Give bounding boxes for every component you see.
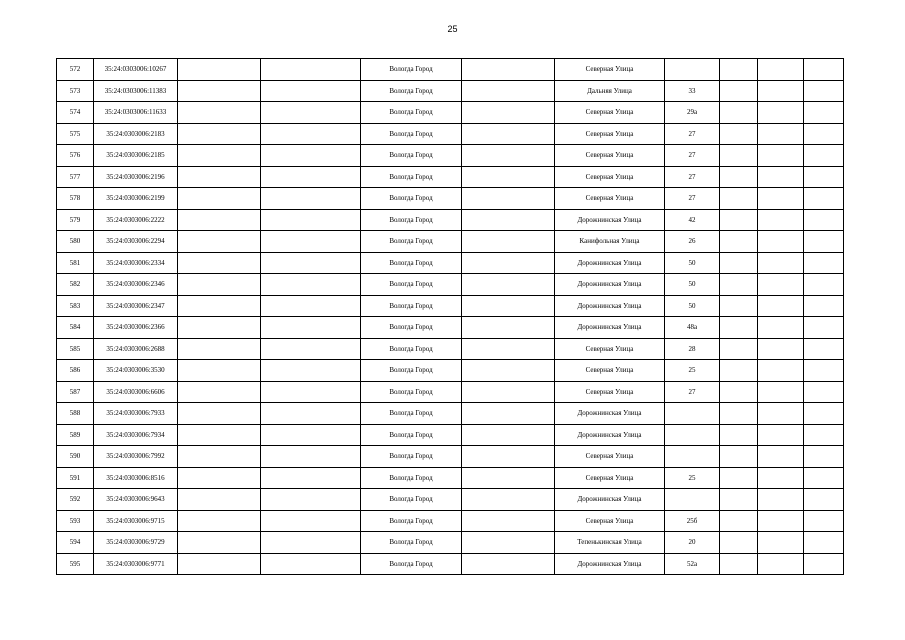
empty-cell: [758, 295, 804, 317]
empty-cell: [261, 123, 361, 145]
empty-cell: [804, 231, 844, 253]
city-cell: Вологда Город: [361, 510, 462, 532]
street-cell: Дорожнинская Улица: [555, 252, 665, 274]
city-cell: Вологда Город: [361, 231, 462, 253]
cadastral-number-cell: 35:24:0303006:11633: [94, 102, 178, 124]
empty-cell: [720, 123, 758, 145]
house-number-cell: [665, 489, 720, 511]
empty-cell: [462, 489, 555, 511]
cadastral-number-cell: 35:24:0303006:7934: [94, 424, 178, 446]
empty-cell: [178, 252, 261, 274]
empty-cell: [758, 446, 804, 468]
empty-cell: [720, 317, 758, 339]
empty-cell: [261, 489, 361, 511]
empty-cell: [758, 467, 804, 489]
empty-cell: [758, 166, 804, 188]
empty-cell: [178, 59, 261, 81]
empty-cell: [178, 489, 261, 511]
empty-cell: [261, 145, 361, 167]
empty-cell: [720, 381, 758, 403]
cadastral-number-cell: 35:24:0303006:9643: [94, 489, 178, 511]
table-row: [57, 510, 844, 532]
row-number-cell: 577: [57, 166, 94, 188]
table-row: [57, 274, 844, 296]
table-row: [57, 252, 844, 274]
empty-cell: [720, 467, 758, 489]
page-number: 25: [447, 24, 458, 34]
empty-cell: [261, 381, 361, 403]
cadastral-number-cell: 35:24:0303006:9729: [94, 532, 178, 554]
cadastral-number-cell: 35:24:0303006:7933: [94, 403, 178, 425]
table-row: [57, 467, 844, 489]
table-row: [57, 553, 844, 575]
empty-cell: [178, 317, 261, 339]
house-number-cell: 50: [665, 295, 720, 317]
table-row: [57, 424, 844, 446]
empty-cell: [462, 231, 555, 253]
empty-cell: [261, 59, 361, 81]
street-cell: Северная Улица: [555, 102, 665, 124]
empty-cell: [720, 188, 758, 210]
cadastral-number-cell: 35:24:0303006:2222: [94, 209, 178, 231]
empty-cell: [261, 188, 361, 210]
cadastral-number-cell: 35:24:0303006:2688: [94, 338, 178, 360]
city-cell: Вологда Город: [361, 553, 462, 575]
empty-cell: [462, 403, 555, 425]
house-number-cell: [665, 446, 720, 468]
empty-cell: [758, 532, 804, 554]
table-row: [57, 80, 844, 102]
street-cell: Канифольная Улица: [555, 231, 665, 253]
row-number-cell: 576: [57, 145, 94, 167]
empty-cell: [261, 338, 361, 360]
empty-cell: [758, 102, 804, 124]
house-number-cell: 26: [665, 231, 720, 253]
city-cell: Вологда Город: [361, 424, 462, 446]
row-number-cell: 586: [57, 360, 94, 382]
empty-cell: [178, 510, 261, 532]
cadastral-number-cell: 35:24:0303006:2183: [94, 123, 178, 145]
empty-cell: [178, 553, 261, 575]
empty-cell: [462, 166, 555, 188]
empty-cell: [462, 553, 555, 575]
cadastral-number-cell: 35:24:0303006:6606: [94, 381, 178, 403]
table-row: [57, 317, 844, 339]
empty-cell: [261, 467, 361, 489]
house-number-cell: 27: [665, 166, 720, 188]
row-number-cell: 592: [57, 489, 94, 511]
empty-cell: [261, 403, 361, 425]
empty-cell: [261, 510, 361, 532]
empty-cell: [261, 532, 361, 554]
street-cell: Дорожнинская Улица: [555, 317, 665, 339]
row-number-cell: 587: [57, 381, 94, 403]
cadastral-number-cell: 35:24:0303006:11383: [94, 80, 178, 102]
table-row: [57, 360, 844, 382]
cadastral-number-cell: 35:24:0303006:8516: [94, 467, 178, 489]
empty-cell: [758, 510, 804, 532]
empty-cell: [758, 553, 804, 575]
street-cell: Северная Улица: [555, 123, 665, 145]
empty-cell: [720, 295, 758, 317]
street-cell: Тепенькинская Улица: [555, 532, 665, 554]
empty-cell: [758, 274, 804, 296]
row-number-cell: 588: [57, 403, 94, 425]
empty-cell: [178, 403, 261, 425]
empty-cell: [720, 338, 758, 360]
empty-cell: [804, 102, 844, 124]
empty-cell: [758, 489, 804, 511]
empty-cell: [804, 446, 844, 468]
empty-cell: [804, 252, 844, 274]
city-cell: Вологда Город: [361, 446, 462, 468]
house-number-cell: 29а: [665, 102, 720, 124]
empty-cell: [462, 446, 555, 468]
empty-cell: [462, 467, 555, 489]
empty-cell: [720, 489, 758, 511]
empty-cell: [462, 102, 555, 124]
empty-cell: [720, 102, 758, 124]
cadastral-number-cell: 35:24:0303006:3530: [94, 360, 178, 382]
empty-cell: [758, 360, 804, 382]
empty-cell: [178, 360, 261, 382]
street-cell: Дорожнинская Улица: [555, 209, 665, 231]
city-cell: Вологда Город: [361, 145, 462, 167]
empty-cell: [804, 424, 844, 446]
row-number-cell: 579: [57, 209, 94, 231]
row-number-cell: 593: [57, 510, 94, 532]
cadastral-number-cell: 35:24:0303006:2334: [94, 252, 178, 274]
table-row: [57, 403, 844, 425]
city-cell: Вологда Город: [361, 209, 462, 231]
empty-cell: [720, 360, 758, 382]
empty-cell: [804, 295, 844, 317]
city-cell: Вологда Город: [361, 102, 462, 124]
row-number-cell: 591: [57, 467, 94, 489]
table-row: [57, 123, 844, 145]
house-number-cell: 27: [665, 145, 720, 167]
empty-cell: [804, 209, 844, 231]
row-number-cell: 582: [57, 274, 94, 296]
empty-cell: [720, 252, 758, 274]
empty-cell: [720, 446, 758, 468]
empty-cell: [462, 381, 555, 403]
row-number-cell: 580: [57, 231, 94, 253]
empty-cell: [758, 403, 804, 425]
city-cell: Вологда Город: [361, 59, 462, 81]
empty-cell: [178, 532, 261, 554]
street-cell: Северная Улица: [555, 145, 665, 167]
empty-cell: [261, 209, 361, 231]
city-cell: Вологда Город: [361, 532, 462, 554]
empty-cell: [178, 80, 261, 102]
empty-cell: [178, 231, 261, 253]
street-cell: Дорожнинская Улица: [555, 424, 665, 446]
registry-table: [56, 58, 844, 575]
empty-cell: [804, 532, 844, 554]
empty-cell: [804, 123, 844, 145]
empty-cell: [804, 80, 844, 102]
empty-cell: [462, 80, 555, 102]
city-cell: Вологда Город: [361, 295, 462, 317]
empty-cell: [462, 424, 555, 446]
empty-cell: [758, 145, 804, 167]
empty-cell: [462, 252, 555, 274]
empty-cell: [720, 403, 758, 425]
empty-cell: [720, 510, 758, 532]
cadastral-number-cell: 35:24:0303006:2366: [94, 317, 178, 339]
city-cell: Вологда Город: [361, 123, 462, 145]
cadastral-number-cell: 35:24:0303006:9771: [94, 553, 178, 575]
row-number-cell: 595: [57, 553, 94, 575]
city-cell: Вологда Город: [361, 80, 462, 102]
empty-cell: [178, 102, 261, 124]
empty-cell: [758, 188, 804, 210]
empty-cell: [720, 274, 758, 296]
empty-cell: [804, 145, 844, 167]
empty-cell: [178, 274, 261, 296]
city-cell: Вологда Город: [361, 489, 462, 511]
empty-cell: [462, 188, 555, 210]
street-cell: Дорожнинская Улица: [555, 489, 665, 511]
table-row: [57, 381, 844, 403]
row-number-cell: 581: [57, 252, 94, 274]
street-cell: Дорожнинская Улица: [555, 274, 665, 296]
house-number-cell: [665, 424, 720, 446]
city-cell: Вологда Город: [361, 338, 462, 360]
empty-cell: [261, 80, 361, 102]
empty-cell: [804, 59, 844, 81]
street-cell: Дорожнинская Улица: [555, 553, 665, 575]
house-number-cell: 42: [665, 209, 720, 231]
empty-cell: [462, 317, 555, 339]
street-cell: Дорожнинская Улица: [555, 295, 665, 317]
street-cell: Северная Улица: [555, 188, 665, 210]
cadastral-number-cell: 35:24:0303006:2199: [94, 188, 178, 210]
empty-cell: [261, 295, 361, 317]
empty-cell: [804, 553, 844, 575]
city-cell: Вологда Город: [361, 360, 462, 382]
street-cell: Дорожнинская Улица: [555, 403, 665, 425]
empty-cell: [462, 274, 555, 296]
cadastral-number-cell: 35:24:0303006:2185: [94, 145, 178, 167]
cadastral-number-cell: 35:24:0303006:2346: [94, 274, 178, 296]
empty-cell: [178, 338, 261, 360]
empty-cell: [261, 102, 361, 124]
empty-cell: [758, 80, 804, 102]
empty-cell: [804, 274, 844, 296]
table-row: [57, 188, 844, 210]
empty-cell: [462, 295, 555, 317]
table-row: [57, 295, 844, 317]
empty-cell: [462, 360, 555, 382]
empty-cell: [178, 381, 261, 403]
empty-cell: [261, 424, 361, 446]
empty-cell: [178, 209, 261, 231]
empty-cell: [804, 338, 844, 360]
table-row: [57, 489, 844, 511]
table-row: [57, 145, 844, 167]
empty-cell: [261, 231, 361, 253]
house-number-cell: 25: [665, 360, 720, 382]
empty-cell: [178, 446, 261, 468]
empty-cell: [758, 59, 804, 81]
empty-cell: [804, 403, 844, 425]
table-row: [57, 59, 844, 81]
empty-cell: [720, 231, 758, 253]
street-cell: Дальняя Улица: [555, 80, 665, 102]
street-cell: Северная Улица: [555, 59, 665, 81]
street-cell: Северная Улица: [555, 360, 665, 382]
empty-cell: [804, 510, 844, 532]
empty-cell: [462, 532, 555, 554]
street-cell: Северная Улица: [555, 510, 665, 532]
empty-cell: [720, 80, 758, 102]
row-number-cell: 590: [57, 446, 94, 468]
table-row: [57, 446, 844, 468]
empty-cell: [804, 381, 844, 403]
row-number-cell: 589: [57, 424, 94, 446]
empty-cell: [720, 553, 758, 575]
table-row: [57, 338, 844, 360]
empty-cell: [261, 553, 361, 575]
city-cell: Вологда Город: [361, 274, 462, 296]
cadastral-number-cell: 35:24:0303006:9715: [94, 510, 178, 532]
house-number-cell: 20: [665, 532, 720, 554]
empty-cell: [804, 467, 844, 489]
house-number-cell: 27: [665, 381, 720, 403]
empty-cell: [804, 317, 844, 339]
table-row: [57, 166, 844, 188]
row-number-cell: 575: [57, 123, 94, 145]
city-cell: Вологда Город: [361, 381, 462, 403]
house-number-cell: 33: [665, 80, 720, 102]
city-cell: Вологда Город: [361, 317, 462, 339]
house-number-cell: 52а: [665, 553, 720, 575]
empty-cell: [178, 123, 261, 145]
empty-cell: [462, 209, 555, 231]
house-number-cell: 25: [665, 467, 720, 489]
empty-cell: [758, 381, 804, 403]
empty-cell: [720, 59, 758, 81]
row-number-cell: 594: [57, 532, 94, 554]
empty-cell: [462, 123, 555, 145]
empty-cell: [720, 532, 758, 554]
house-number-cell: 50: [665, 274, 720, 296]
empty-cell: [462, 510, 555, 532]
empty-cell: [462, 59, 555, 81]
empty-cell: [804, 489, 844, 511]
city-cell: Вологда Город: [361, 188, 462, 210]
empty-cell: [720, 166, 758, 188]
city-cell: Вологда Город: [361, 166, 462, 188]
empty-cell: [178, 145, 261, 167]
row-number-cell: 583: [57, 295, 94, 317]
row-number-cell: 573: [57, 80, 94, 102]
empty-cell: [462, 145, 555, 167]
empty-cell: [758, 231, 804, 253]
empty-cell: [758, 317, 804, 339]
empty-cell: [720, 145, 758, 167]
row-number-cell: 572: [57, 59, 94, 81]
house-number-cell: 50: [665, 252, 720, 274]
street-cell: Северная Улица: [555, 467, 665, 489]
empty-cell: [178, 188, 261, 210]
row-number-cell: 584: [57, 317, 94, 339]
cadastral-number-cell: 35:24:0303006:10267: [94, 59, 178, 81]
empty-cell: [261, 252, 361, 274]
table-row: [57, 231, 844, 253]
city-cell: Вологда Город: [361, 467, 462, 489]
empty-cell: [758, 424, 804, 446]
empty-cell: [758, 123, 804, 145]
row-number-cell: 578: [57, 188, 94, 210]
house-number-cell: 27: [665, 123, 720, 145]
city-cell: Вологда Город: [361, 403, 462, 425]
empty-cell: [758, 252, 804, 274]
empty-cell: [178, 166, 261, 188]
empty-cell: [261, 274, 361, 296]
city-cell: Вологда Город: [361, 252, 462, 274]
empty-cell: [758, 338, 804, 360]
house-number-cell: [665, 403, 720, 425]
empty-cell: [804, 166, 844, 188]
empty-cell: [720, 209, 758, 231]
cadastral-number-cell: 35:24:0303006:7992: [94, 446, 178, 468]
empty-cell: [178, 467, 261, 489]
table-row: [57, 102, 844, 124]
table-row: [57, 209, 844, 231]
street-cell: Северная Улица: [555, 446, 665, 468]
empty-cell: [178, 295, 261, 317]
row-number-cell: 585: [57, 338, 94, 360]
empty-cell: [804, 188, 844, 210]
house-number-cell: 25б: [665, 510, 720, 532]
house-number-cell: 28: [665, 338, 720, 360]
cadastral-number-cell: 35:24:0303006:2196: [94, 166, 178, 188]
empty-cell: [261, 360, 361, 382]
empty-cell: [804, 360, 844, 382]
street-cell: Северная Улица: [555, 381, 665, 403]
street-cell: Северная Улица: [555, 166, 665, 188]
cadastral-number-cell: 35:24:0303006:2294: [94, 231, 178, 253]
empty-cell: [178, 424, 261, 446]
street-cell: Северная Улица: [555, 338, 665, 360]
empty-cell: [462, 338, 555, 360]
empty-cell: [261, 446, 361, 468]
row-number-cell: 574: [57, 102, 94, 124]
house-number-cell: 48а: [665, 317, 720, 339]
empty-cell: [261, 317, 361, 339]
house-number-cell: 27: [665, 188, 720, 210]
table-row: [57, 532, 844, 554]
house-number-cell: [665, 59, 720, 81]
empty-cell: [720, 424, 758, 446]
empty-cell: [758, 209, 804, 231]
empty-cell: [261, 166, 361, 188]
cadastral-number-cell: 35:24:0303006:2347: [94, 295, 178, 317]
